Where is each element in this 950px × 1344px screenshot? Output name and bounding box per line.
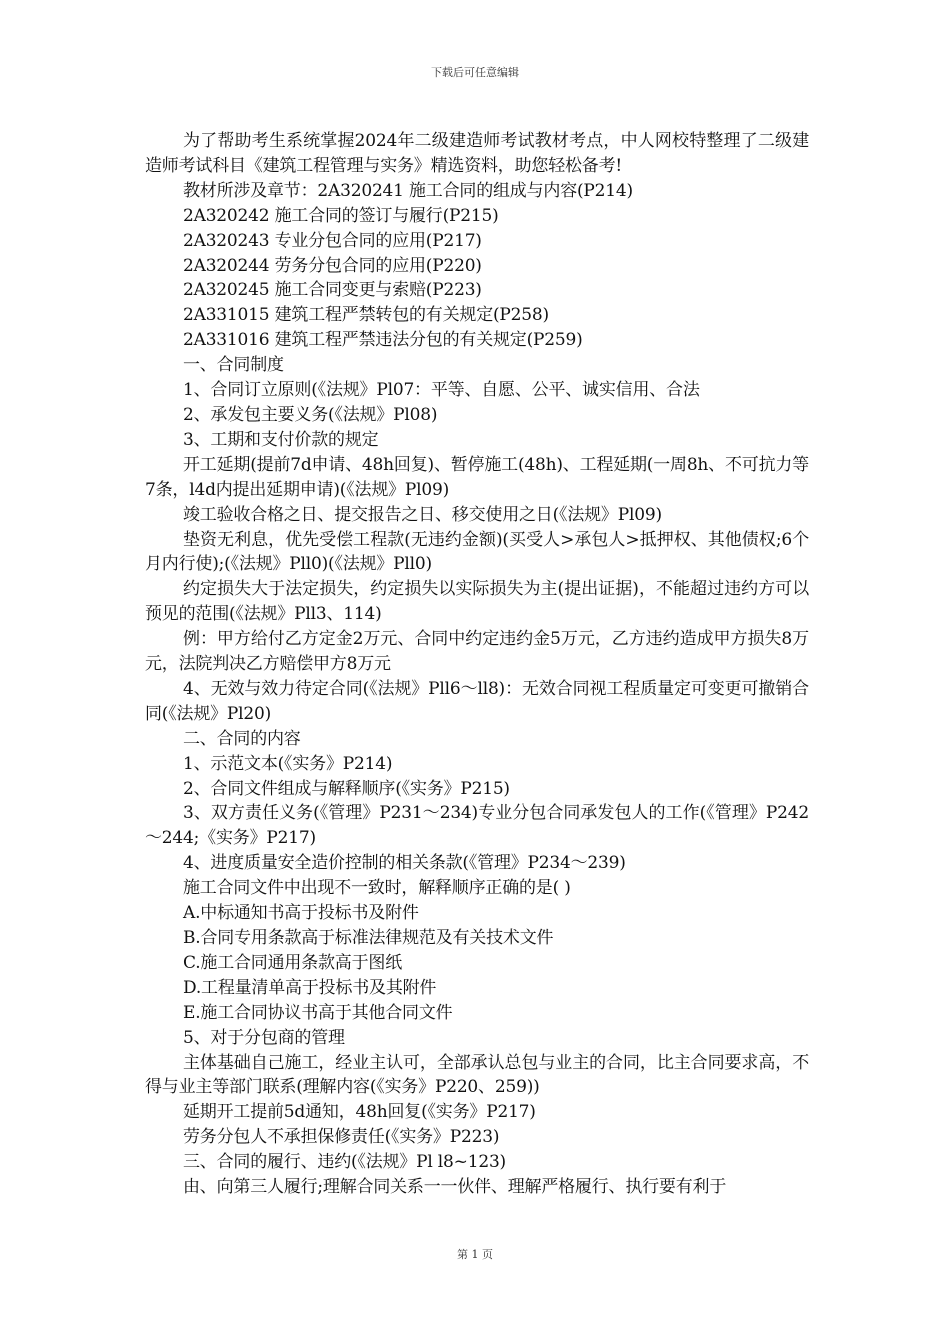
paragraph: 3、工期和支付价款的规定: [183, 429, 379, 450]
paragraph: 2A331016 建筑工程严禁违法分包的有关规定(P259): [183, 330, 583, 351]
paragraph: 2A320242 施工合同的签订与履行(P215): [183, 205, 499, 226]
paragraph: 2、合同文件组成与解释顺序(《实务》P215): [183, 778, 510, 799]
paragraph: 劳务分包人不承担保修责任(《实务》P223): [183, 1127, 500, 1148]
answer-option: A.中标通知书高于投标书及附件: [183, 903, 419, 924]
answer-option: B.合同专用条款高于标准法律规范及有关技术文件: [183, 928, 554, 948]
paragraph: 由、向第三人履行;理解合同关系一一伙伴、理解严格履行、执行要有利于: [183, 1177, 727, 1198]
paragraph: 4、进度质量安全造价控制的相关条款(《管理》P234～239): [183, 853, 626, 874]
paragraph: 3、双方责任义务(《管理》P231～234)专业分包合同承发包人的工作(《管理》P242～244;《实务》P217): [145, 803, 809, 849]
answer-option: E.施工合同协议书高于其他合同文件: [183, 1002, 453, 1023]
paragraph: 例：甲方给付乙方定金2万元、合同中约定违约金5万元，乙方违约造成甲方损失8万元，法院判决乙方赔偿甲方8万元: [145, 629, 809, 675]
paragraph: 1、示范文本(《实务》P214): [183, 753, 393, 774]
paragraph: 4、无效与效力待定合同(《法规》Pll6～ll8)：无效合同视工程质量定可变更可撤销合同(《法规》Pl20): [145, 678, 809, 724]
section-heading: 三、合同的履行、违约(《法规》Pl l8~123): [183, 1152, 506, 1173]
paragraph: 2、承发包主要义务(《法规》Pl08): [183, 404, 438, 425]
page-header: 下载后可任意编辑: [431, 66, 519, 79]
paragraph: 开工延期(提前7d申请、48h回复)、暂停施工(48h)、工程延期(一周8h、不可抗力等7条，l4d内提出延期申请)(《法规》Pl09): [145, 454, 809, 500]
document-body: [145, 129, 809, 1200]
section-heading: 二、合同的内容: [183, 728, 301, 749]
paragraph: 主体基础自己施工，经业主认可，全部承认总包与业主的合同，比主合同要求高，不得与业主等部门联系(理解内容(《实务》P220、259)): [145, 1052, 809, 1098]
paragraph: 为了帮助考生系统掌握2024年二级建造师考试教材考点，中人网校特整理了二级建造师考试科目《建筑工程管理与实务》精选资料，助您轻松备考!: [145, 131, 809, 176]
page-footer: 第 1 页: [457, 1248, 493, 1261]
paragraph: 1、合同订立原则(《法规》Pl07：平等、自愿、公平、诚实信用、合法: [183, 380, 700, 401]
answer-option: D.工程量清单高于投标书及其附件: [183, 977, 437, 998]
paragraph: 2A320244 劳务分包合同的应用(P220): [183, 255, 482, 276]
question-stem: 施工合同文件中出现不一致时，解释顺序正确的是( ): [183, 878, 571, 899]
paragraph: 竣工验收合格之日、提交报告之日、移交使用之日(《法规》Pl09): [183, 504, 662, 525]
paragraph: 垫资无利息，优先受偿工程款(无违约金额)(买受人>承包人>抵押权、其他债权;6个月内行使);(《法规》Pll0)(《法规》Pll0): [145, 529, 809, 575]
paragraph: 2A331015 建筑工程严禁转包的有关规定(P258): [183, 305, 549, 326]
section-heading: 一、合同制度: [183, 355, 284, 376]
paragraph: 2A320245 施工合同变更与索赔(P223): [183, 280, 482, 301]
paragraph: 约定损失大于法定损失，约定损失以实际损失为主(提出证据)，不能超过违约方可以预见的范围(《法规》Pll3、114): [145, 579, 809, 625]
paragraph: 教材所涉及章节：2A320241 施工合同的组成与内容(P214): [183, 180, 633, 201]
paragraph: 2A320243 专业分包合同的应用(P217): [183, 230, 482, 251]
paragraph: 延期开工提前5d通知，48h回复(《实务》P217): [183, 1102, 536, 1123]
paragraph: 5、对于分包商的管理: [183, 1027, 345, 1048]
answer-option: C.施工合同通用条款高于图纸: [183, 952, 403, 973]
